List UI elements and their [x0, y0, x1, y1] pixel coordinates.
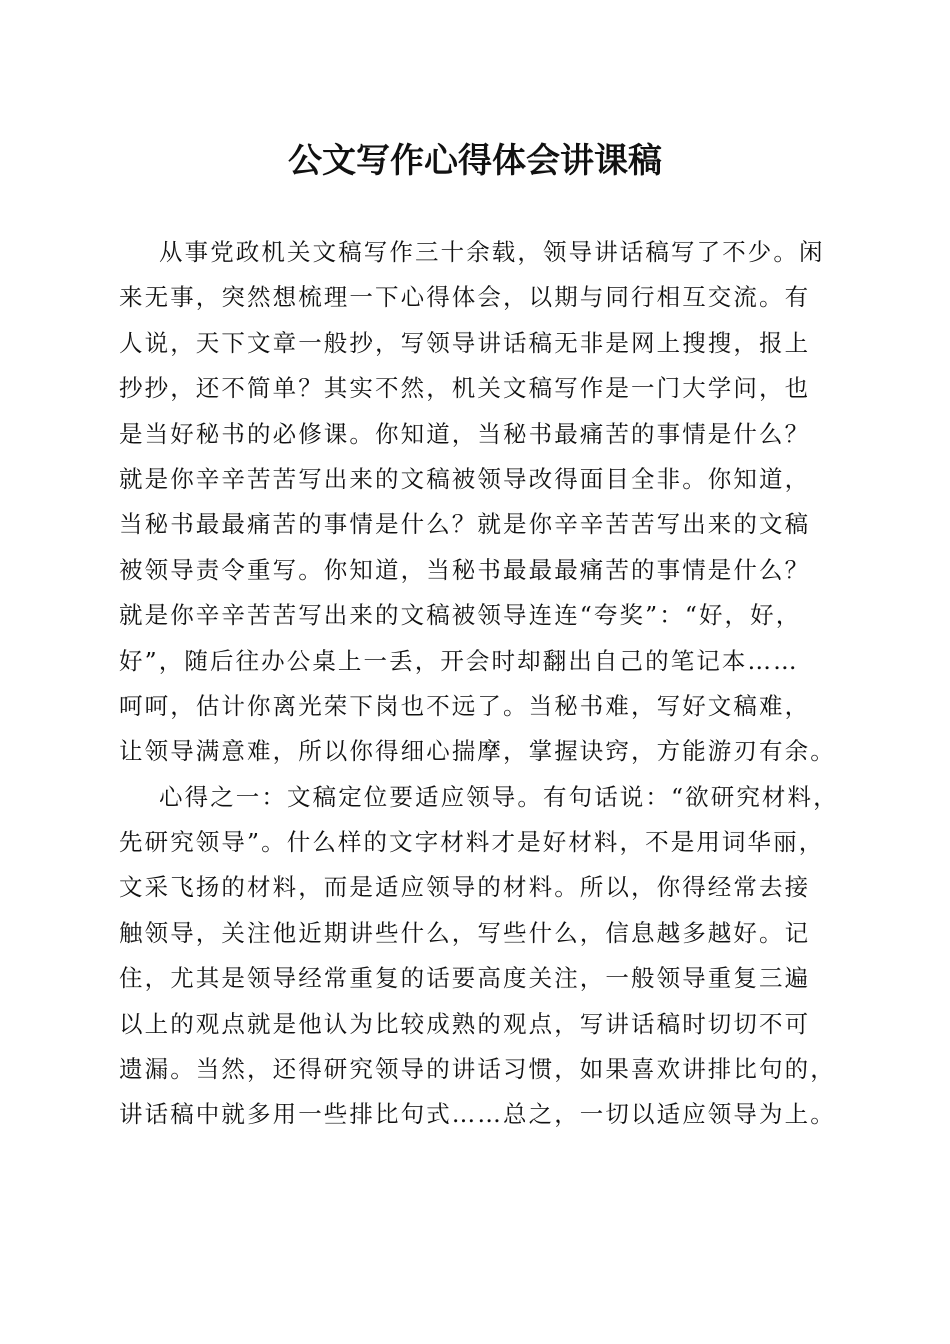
- document-title: 公文写作心得体会讲课稿: [288, 141, 662, 181]
- paragraph-2-line-1: 心得之一：文稿定位要适应领导。有句话说：“欲研究材料，: [159, 782, 839, 811]
- document-body: [119, 230, 839, 1138]
- paragraph-2-line-8: 讲话稿中就多用一些排比句式……总之，一切以适应领导为上。: [119, 1100, 836, 1129]
- paragraph-1-line-7: 当秘书最最痛苦的事情是什么？就是你辛辛苦苦写出来的文稿: [119, 510, 811, 539]
- paragraph-1-line-5: 是当好秘书的必修课。你知道，当秘书最痛苦的事情是什么？: [119, 419, 811, 448]
- paragraph-2-line-4: 触领导，关注他近期讲些什么，写些什么，信息越多越好。记: [119, 918, 811, 947]
- paragraph-2-line-2: 先研究领导”。什么样的文字材料才是好材料，不是用词华丽，: [119, 828, 825, 857]
- paragraph-1-line-4: 抄抄，还不简单？其实不然，机关文稿写作是一门大学问，也: [119, 374, 811, 403]
- paragraph-1-line-6: 就是你辛辛苦苦写出来的文稿被领导改得面目全非。你知道，: [119, 464, 811, 493]
- paragraph-2-line-3: 文采飞扬的材料，而是适应领导的材料。所以，你得经常去接: [119, 873, 811, 902]
- paragraph-1-line-9: 就是你辛辛苦苦写出来的文稿被领导连连“夸奖”：“好，好，: [119, 601, 802, 630]
- paragraph-1-line-1: 从事党政机关文稿写作三十余载，领导讲话稿写了不少。闲: [159, 238, 825, 266]
- paragraph-1-line-2: 来无事，突然想梳理一下心得体会，以期与同行相互交流。有: [119, 283, 811, 312]
- paragraph-2-line-5: 住，尤其是领导经常重复的话要高度关注，一般领导重复三遍: [119, 964, 811, 993]
- paragraph-2-line-7: 遗漏。当然，还得研究领导的讲话习惯，如果喜欢讲排比句的，: [119, 1055, 836, 1084]
- paragraph-1-line-10: 好”，随后往办公桌上一丢，开会时却翻出自己的笔记本……: [119, 646, 799, 675]
- paragraph-1-line-11: 呵呵，估计你离光荣下岗也不远了。当秘书难，写好文稿难，: [119, 691, 811, 720]
- paragraph-2-line-6: 以上的观点就是他认为比较成熟的观点，写讲话稿时切切不可: [119, 1009, 811, 1038]
- paragraph-1-line-3: 人说，天下文章一般抄，写领导讲话稿无非是网上搜搜，报上: [119, 328, 811, 357]
- paragraph-1-line-12: 让领导满意难，所以你得细心揣摩，掌握诀窍，方能游刃有余。: [119, 737, 836, 766]
- paragraph-1-line-8: 被领导责令重写。你知道，当秘书最最最痛苦的事情是什么？: [119, 555, 811, 584]
